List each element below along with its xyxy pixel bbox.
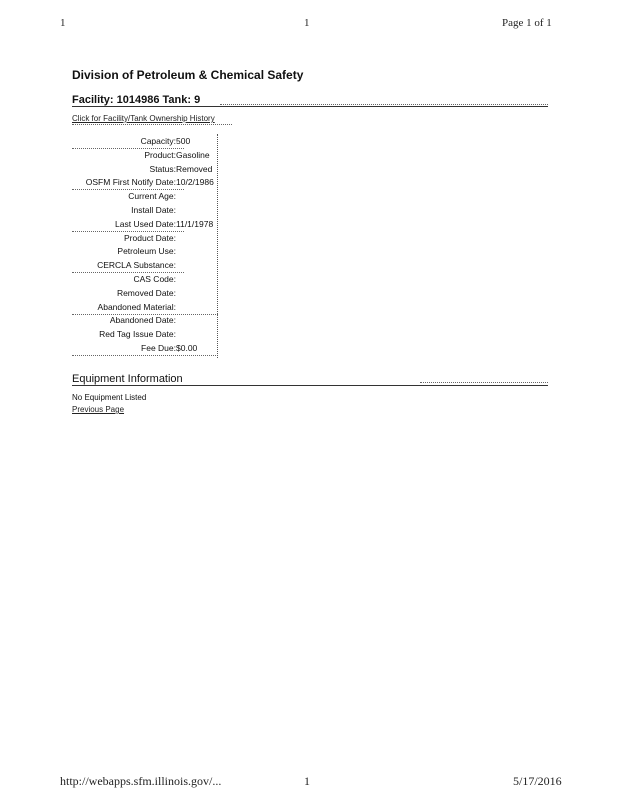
field-label: Last Used Date: (115, 218, 176, 229)
field-label: Status: (149, 163, 176, 174)
ownership-history-link[interactable]: Click for Facility/Tank Ownership History (72, 114, 215, 123)
field-row (72, 205, 222, 218)
field-label: Abandoned Material: (97, 301, 176, 312)
field-label: Abandoned Date: (109, 315, 176, 326)
field-label: Fee Due: (141, 343, 176, 353)
field-row (72, 246, 222, 259)
field-row (72, 164, 222, 177)
field-row (72, 150, 222, 163)
field-value: 10/2/1986 (176, 177, 214, 188)
field-value: 11/1/1978 (176, 218, 214, 229)
field-row (72, 288, 222, 301)
footer-mark: 1 (304, 774, 310, 788)
field-row (72, 191, 222, 204)
field-label: Petroleum Use: (117, 246, 176, 257)
footer-url: http://webapps.sfm.illinois.gov/... (60, 774, 222, 788)
header-mark-left: 1 (60, 17, 66, 29)
equipment-rule (72, 385, 548, 386)
footer-date: 5/17/2016 (513, 774, 562, 788)
header-mark-center: 1 (304, 17, 310, 29)
field-value: $0.00 (176, 343, 198, 353)
facility-rule (72, 106, 548, 107)
dotted-rule (72, 124, 232, 125)
facility-heading: Facility: 1014986 Tank: 9 (72, 94, 201, 106)
field-label: Current Age: (128, 191, 176, 202)
field-label: Red Tag Issue Date: (99, 329, 176, 340)
field-label: CAS Code: (133, 274, 176, 284)
page-title: Division of Petroleum & Chemical Safety (72, 68, 304, 82)
field-value: Gasoline (176, 149, 210, 160)
previous-page-link[interactable]: Previous Page (72, 405, 125, 414)
field-label: CERCLA Substance: (97, 260, 176, 271)
no-equipment-text: No Equipment Listed (72, 393, 147, 402)
field-label: Install Date: (131, 205, 176, 215)
row-separator (72, 355, 218, 356)
field-value: Removed (176, 163, 213, 174)
field-label: Capacity: (140, 136, 176, 146)
equipment-heading: Equipment Information (72, 373, 183, 385)
field-row (72, 315, 222, 328)
field-label: Product Date: (124, 232, 176, 243)
page-number: Page 1 of 1 (502, 17, 552, 29)
field-label: Product: (144, 149, 176, 160)
dotted-rule (220, 104, 548, 105)
field-label: Removed Date: (116, 287, 176, 298)
field-row (72, 329, 222, 342)
table-divider (217, 134, 218, 358)
field-value: 500 (176, 136, 191, 146)
field-row (72, 233, 222, 246)
field-row (72, 274, 222, 287)
field-label: OSFM First Notify Date: (85, 177, 176, 188)
dotted-rule (420, 382, 548, 383)
